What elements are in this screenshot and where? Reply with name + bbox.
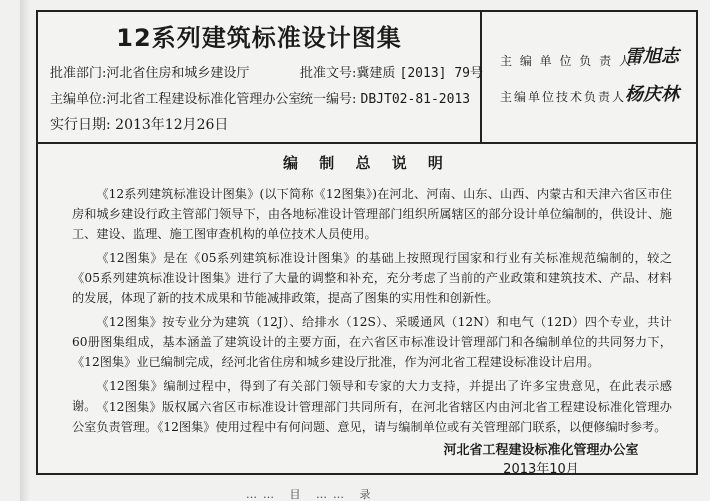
chief-tech-signature: 杨庆林 — [625, 84, 679, 105]
signing-date: 2013年10月 — [503, 462, 579, 477]
chief-unit-label: 主 编 单 位 负 责 人: — [500, 54, 639, 68]
chief-tech-label: 主编单位技术负责人: — [500, 90, 633, 104]
approval-number-label: 批准文号:冀建质 — [300, 66, 396, 81]
unified-number-value: DBJT02-81-2013 — [360, 92, 471, 107]
page-edge-shadow — [20, 0, 30, 501]
paragraph-4: 《12图集》编制过程中，得到了有关部门领导和专家的大力支持，并提出了许多宝贵意见，在此表示感谢。 — [72, 379, 672, 413]
document-sheet — [36, 10, 698, 475]
paragraph-1: 《12系列建筑标准设计图集》(以下简称《12图集》)在河北、河南、山东、山西、内蒙古和天津六省区市住房和城乡建设行政主管部门领导下，由各地标准设计管理部门组织所属辖区的部分设计单位编制的，供设计、施工、建设、监理、施工图审查机构的单位技术人员使用。 — [72, 187, 672, 241]
paragraph-2: 《12图集》是在《05系列建筑标准设计图集》的基础上按照现行国家和行业有关标准规范编制的，较之《05系列建筑标准设计图集》进行了大量的调整和补充，充分考虑了当前的产业政策和建筑技术、产品、材料的发展，体现了新的技术成果和节能减排政策，提高了图集的实用性和创新性。 — [72, 251, 672, 305]
signing-organization: 河北省工程建设标准化管理办公室 — [443, 443, 639, 458]
approval-number — [300, 62, 483, 81]
section-heading: 编 制 总 说 明 — [283, 154, 451, 172]
editor-unit: 主编单位:河北省工程建设标准化管理办公室 — [50, 92, 302, 107]
chief-unit-signature: 雷旭志 — [625, 46, 679, 67]
title-block-left — [38, 12, 482, 142]
paragraph-5: 《12图集》版权属六省区市标准设计管理部门共同所有，在河北省辖区内由河北省工程建设标准化管理办公室负责管理。《12图集》使用过程中有何问题、意见，请与编制单位或有关管理部门联系，以便修编时参考。 — [72, 400, 672, 434]
approval-dept: 批准部门:河北省住房和城乡建设厅 — [50, 66, 250, 81]
paragraph-3: 《12图集》按专业分为建筑（12J）、给排水（12S）、采暖通风（12N）和电气（12D）四个专业，共计60册图集组成，基本涵盖了建筑设计的主要方面，在六省区市标准设计管理部门和各编制单位的共同努力下，《12图集》业已编制完成，经河北省住房和城乡建设厅批准，作为河北省工程建设标准设计启用。 — [72, 315, 672, 369]
title-block — [38, 12, 696, 144]
next-page-fragment: …… 目 …… 录 — [246, 488, 377, 501]
title-block-right — [482, 12, 696, 142]
approval-number-value: [2013] 79号 — [399, 66, 483, 81]
unified-number — [300, 88, 470, 107]
effective-date: 实行日期: 2013年12月26日 — [50, 117, 229, 133]
unified-number-label: 统一编号: — [300, 92, 357, 107]
document-title: 12系列建筑标准设计图集 — [116, 24, 402, 52]
